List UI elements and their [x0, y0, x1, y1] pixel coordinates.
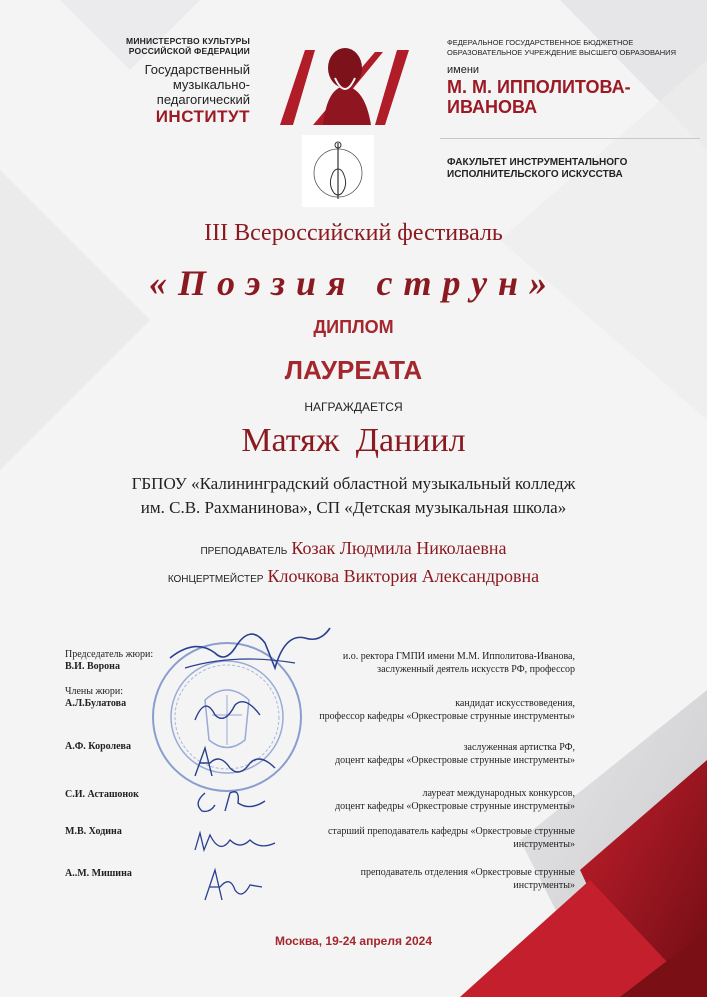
institution-line-1: ГБПОУ «Калининградский областной музыкальный колледж — [131, 474, 576, 493]
institute-line-3: ИНСТИТУТ — [155, 107, 250, 126]
mishina-signature — [200, 865, 270, 905]
institute-line-1: Государственный — [144, 62, 250, 77]
faculty-logo — [302, 135, 374, 207]
ministry-line-1: МИНИСТЕРСТВО КУЛЬТУРЫ — [126, 36, 250, 46]
jury-chair-name: В.И. Ворона — [65, 661, 120, 672]
accompanist-line — [0, 566, 707, 587]
khodina-signature — [190, 825, 280, 860]
ministry-line-2: РОССИЙСКОЙ ФЕДЕРАЦИИ — [128, 46, 250, 56]
federal-line-1: ФЕДЕРАЛЬНОЕ ГОСУДАРСТВЕННОЕ БЮДЖЕТНОЕ — [447, 38, 634, 47]
jury-member-name: М.В. Ходина — [65, 826, 122, 837]
desc-line-1: старший преподаватель кафедры «Оркестровые струнные — [327, 826, 575, 837]
diploma-heading: ДИПЛОМ — [313, 317, 394, 337]
jury-chair — [65, 649, 153, 673]
jury-member-description — [335, 787, 575, 813]
violin-icon — [302, 135, 374, 207]
faculty-line-1: ФАКУЛЬТЕТ ИНСТРУМЕНТАЛЬНОГО — [447, 157, 628, 168]
teacher-line — [0, 538, 707, 559]
namesake-line-1: М. М. ИППОЛИТОВА- — [447, 77, 631, 97]
faculty-title — [447, 157, 627, 181]
jury-member-name: А.Л.Булатова — [65, 698, 127, 709]
header-institute-block — [90, 36, 250, 127]
bulatova-signature — [190, 690, 270, 730]
desc-line-2: инструменты» — [513, 839, 575, 850]
desc-line-1: кандидат искусствоведения, — [455, 698, 575, 709]
astashonok-signature — [190, 783, 280, 818]
jury-member-name: А..М. Мишина — [65, 868, 132, 879]
teacher-role: ПРЕПОДАВАТЕЛЬ — [200, 546, 288, 557]
laureate-heading: ЛАУРЕАТА — [284, 355, 423, 385]
portrait-logo-icon — [275, 30, 415, 130]
desc-line-2: доцент кафедры «Оркестровые струнные инструменты» — [335, 755, 575, 766]
teacher-name: Козак Людмила Николаевна — [291, 538, 507, 558]
accompanist-name: Клочкова Виктория Александровна — [267, 566, 540, 586]
koroleva-signature — [190, 738, 280, 783]
jury-chair-desc-line-2: заслуженный деятель искусств РФ, профессор — [377, 664, 575, 675]
header-federal-block — [447, 38, 687, 117]
jury-member-description — [361, 866, 575, 892]
jury-member-description — [319, 697, 575, 723]
desc-line-1: преподаватель отделения «Оркестровые струнные — [360, 867, 575, 878]
institute-logo — [275, 30, 415, 130]
desc-line-2: профессор кафедры «Оркестровые струнные инструменты» — [319, 711, 575, 722]
institution-line-2: им. С.В. Рахманинова», СП «Детская музыкальная школа» — [140, 498, 567, 517]
recipient-name: Матяж Даниил — [241, 422, 466, 459]
desc-line-2: инструменты» — [513, 880, 575, 891]
institute-line-2: музыкально-педагогический — [156, 77, 250, 107]
desc-line-1: лауреат международных конкурсов, — [422, 788, 575, 799]
festival-title: III Всероссийский фестиваль — [204, 220, 503, 246]
desc-line-1: заслуженная артистка РФ, — [463, 742, 575, 753]
accompanist-role: КОНЦЕРТМЕЙСТЕР — [167, 574, 264, 585]
jury-chair-description — [343, 650, 575, 676]
federal-line-2: ОБРАЗОВАТЕЛЬНОЕ УЧРЕЖДЕНИЕ ВЫСШЕГО ОБРАЗОВАНИЯ — [447, 48, 676, 57]
desc-line-2: доцент кафедры «Оркестровые струнные инструменты» — [335, 801, 575, 812]
jury-members-title: Члены жюри: — [65, 686, 124, 697]
imeni-label: имени — [447, 64, 480, 76]
jury-member-name: А.Ф. Королева — [65, 741, 131, 752]
namesake-line-2: ИВАНОВА — [447, 97, 538, 117]
jury-chair-title: Председатель жюри: — [65, 649, 154, 660]
faculty-line-2: ИСПОЛНИТЕЛЬСКОГО ИСКУССТВА — [447, 169, 623, 180]
header-divider — [440, 138, 700, 139]
festival-name: «Поэзия струн» — [148, 263, 559, 303]
place-and-date: Москва, 19-24 апреля 2024 — [274, 934, 432, 948]
chair-signature — [165, 618, 335, 678]
jury-chair-desc-line-1: и.о. ректора ГМПИ имени М.М. Ипполитова-Иванова, — [342, 651, 575, 662]
jury-member-name: С.И. Асташонок — [65, 789, 139, 800]
awarded-label: НАГРАЖДАЕТСЯ — [304, 400, 403, 414]
jury-member-description — [328, 825, 575, 851]
jury-member-description — [335, 741, 575, 767]
